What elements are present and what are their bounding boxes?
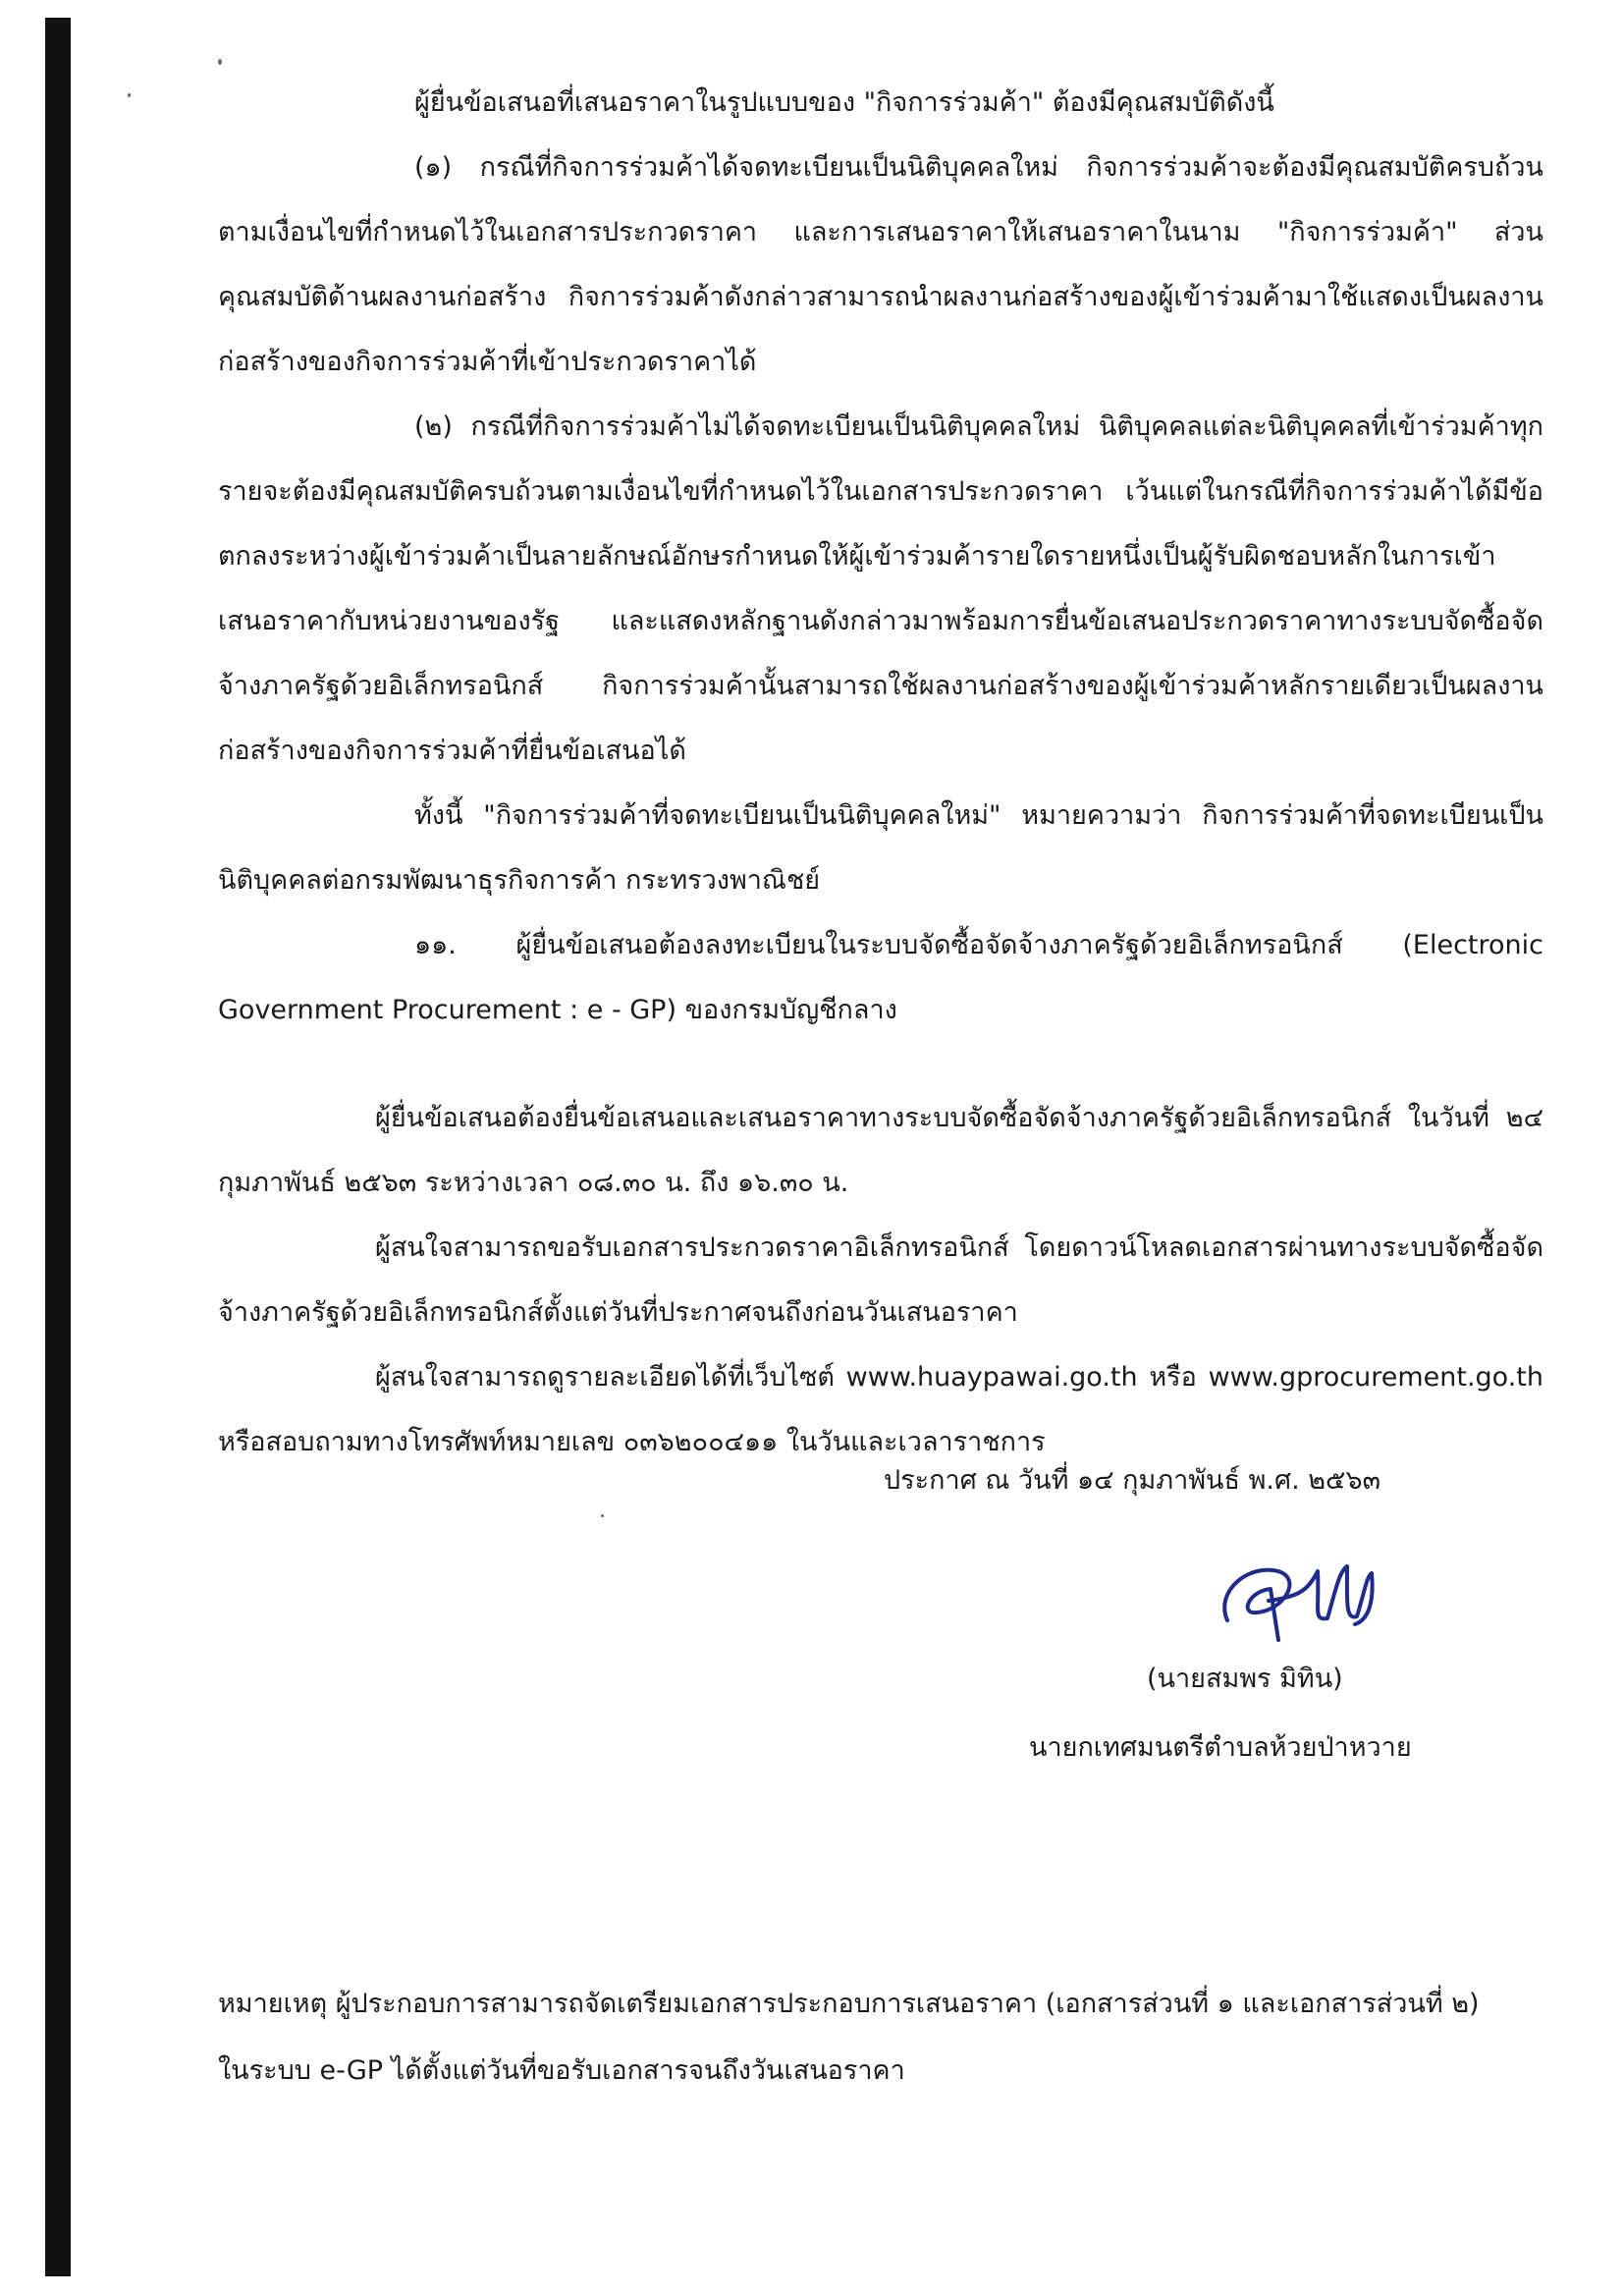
- signatory-title: นายกเทศมนตรีตำบลห้วยป่าหวาย: [1029, 1732, 1412, 1763]
- paragraph-document-download: ผู้สนใจสามารถขอรับเอกสารประกวดราคาอิเล็กทรอนิกส์ โดยดาวน์โหลดเอกสารผ่านทางระบบจัดซื้อจัดจ้างภาครัฐด้วยอิเล็กทรอนิกส์ตั้งแต่วันที่ประกาศจนถึงก่อนวันเสนอราคา: [218, 1232, 1543, 1328]
- document-body: [218, 71, 1543, 1475]
- scan-speck: [601, 1514, 604, 1517]
- signatory-name: (นายสมพร มิทิน): [1147, 1664, 1343, 1694]
- paragraph-submission-date: ผู้ยื่นข้อเสนอต้องยื่นข้อเสนอและเสนอราคาทางระบบจัดซื้อจัดจ้างภาครัฐด้วยอิเล็กทรอนิกส์ ในวันที่ ๒๔ กุมภาพันธ์ ๒๕๖๓ ระหว่างเวลา ๐๘.๓๐ น. ถึง ๑๖.๓๐ น.: [218, 1103, 1543, 1198]
- scan-edge-left: [0, 0, 71, 2296]
- paragraph-contact-info: ผู้สนใจสามารถดูรายละเอียดได้ที่เว็บไซต์ www.huaypawai.go.th หรือ www.gprocurement.go.th หรือสอบถามทางโทรศัพท์หมายเลข ๐๓๖๒๐๐๔๑๑ ในวันและเวลาราชการ: [218, 1362, 1543, 1457]
- announcement-date: ประกาศ ณ วันที่ ๑๔ กุมภาพันธ์ พ.ศ. ๒๕๖๓: [884, 1465, 1381, 1496]
- scan-shadow-bar: [45, 18, 71, 2276]
- note-line-2: ในระบบ e-GP ได้ตั้งแต่วันที่ขอรับเอกสารจนถึงวันเสนอราคา: [218, 2055, 905, 2086]
- scan-speck: [128, 93, 131, 97]
- paragraph-definition: ทั้งนี้ "กิจการร่วมค้าที่จดทะเบียนเป็นนิติบุคคลใหม่" หมายความว่า กิจการร่วมค้าที่จดทะเบียนเป็นนิติบุคคลต่อกรมพัฒนาธุรกิจการค้า กระทรวงพาณิชย์: [218, 800, 1543, 896]
- scan-speck: [218, 59, 222, 65]
- paragraph-case-1: (๑) กรณีที่กิจการร่วมค้าได้จดทะเบียนเป็นนิติบุคคลใหม่ กิจการร่วมค้าจะต้องมีคุณสมบัติครบถ้วนตามเงื่อนไขที่กำหนดไว้ในเอกสารประกวดราคา และการเสนอราคาให้เสนอราคาในนาม "กิจการร่วมค้า" ส่วนคุณสมบัติด้านผลงานก่อสร้าง กิจการร่วมค้าดังกล่าวสามารถนำผลงานก่อสร้างของผู้เข้าร่วมค้ามาใช้แสดงเป็นผลงานก่อสร้างของกิจการร่วมค้าที่เข้าประกวดราคาได้: [218, 152, 1543, 377]
- note-line-1: หมายเหตุ ผู้ประกอบการสามารถจัดเตรียมเอกสารประกอบการเสนอราคา (เอกสารส่วนที่ ๑ และเอกสารส่วนที่ ๒): [218, 1989, 1480, 2019]
- paragraph-joint-venture-intro: ผู้ยื่นข้อเสนอที่เสนอราคาในรูปแบบของ "กิจการร่วมค้า" ต้องมีคุณสมบัติดังนี้: [414, 87, 1274, 118]
- handwritten-signature: [1210, 1552, 1381, 1660]
- paragraph-clause-11: ๑๑. ผู้ยื่นข้อเสนอต้องลงทะเบียนในระบบจัดซื้อจัดจ้างภาครัฐด้วยอิเล็กทรอนิกส์ (Electronic Government Procurement : e - GP) ของกรมบัญชีกลาง: [218, 930, 1543, 1025]
- note-section: [218, 1971, 1543, 2105]
- paragraph-case-2: (๒) กรณีที่กิจการร่วมค้าไม่ได้จดทะเบียนเป็นนิติบุคคลใหม่ นิติบุคคลแต่ละนิติบุคคลที่เข้าร่วมค้าทุกรายจะต้องมีคุณสมบัติครบถ้วนตามเงื่อนไขที่กำหนดไว้ในเอกสารประกวดราคา เว้นแต่ในกรณีที่กิจการร่วมค้าได้มีข้อตกลงระหว่างผู้เข้าร่วมค้าเป็นลายลักษณ์อักษรกำหนดให้ผู้เข้าร่วมค้ารายใดรายหนึ่งเป็นผู้รับผิดชอบหลักในการเข้าเสนอราคากับหน่วยงานของรัฐ และแสดงหลักฐานดังกล่าวมาพร้อมการยื่นข้อเสนอประกวดราคาทางระบบจัดซื้อจัดจ้างภาครัฐด้วยอิเล็กทรอนิกส์ กิจการร่วมค้านั้นสามารถใช้ผลงานก่อสร้างของผู้เข้าร่วมค้าหลักรายเดียวเป็นผลงานก่อสร้างของกิจการร่วมค้าที่ยื่นข้อเสนอได้: [218, 411, 1543, 766]
